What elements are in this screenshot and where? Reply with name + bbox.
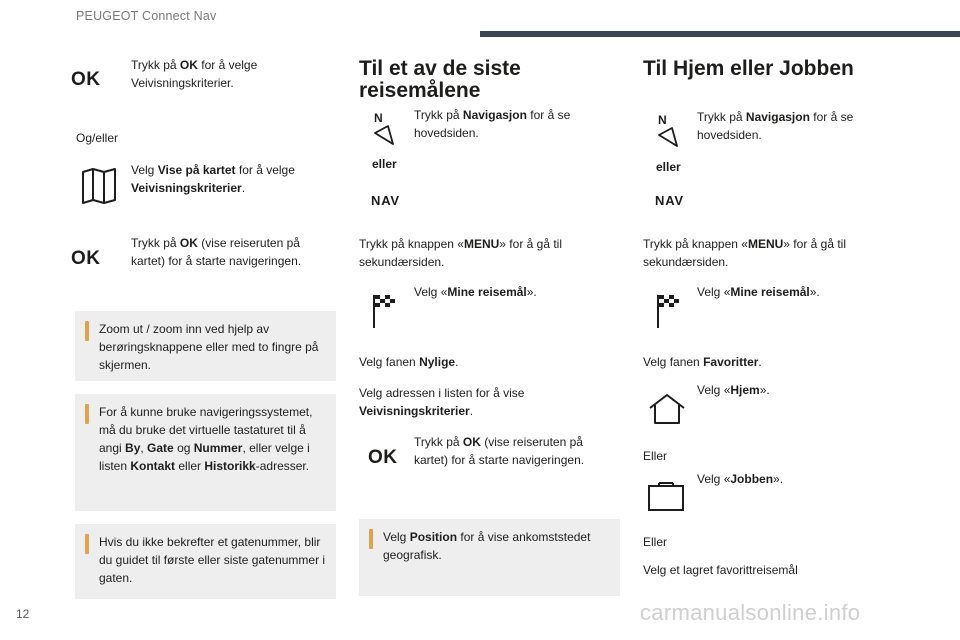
col2-tab-text: Velg fanen Nylige.	[359, 355, 459, 369]
checkered-flag-icon	[372, 293, 398, 329]
note-box-zoom	[75, 311, 336, 381]
col1-step3-text: Trykk på OK (vise reiseruten på kartet) for å starte navigeringen.	[131, 236, 302, 268]
watermark: carmanualsonline.info	[640, 600, 861, 625]
note-marker	[85, 534, 89, 554]
note-box-position	[359, 519, 620, 596]
eller-label: eller	[656, 160, 681, 174]
col3-select-text: Velg «Mine reisemål».	[697, 285, 820, 299]
col1-step2-text: Velg Vise på kartet for å velge Veivisningskriterier.	[131, 163, 295, 195]
note-marker	[85, 321, 89, 341]
note-text: Hvis du ikke bekrefter et gatenummer, blir du guidet til første eller siste gatenummer i gaten.	[99, 535, 326, 585]
navigation-letter: N	[658, 113, 667, 127]
eller-label: eller	[372, 157, 397, 171]
col1-step1-text: Trykk på OK for å velge Veivisningskriterier.	[131, 58, 258, 90]
header-title: PEUGEOT Connect Nav	[76, 9, 217, 23]
ok-icon: OK	[71, 248, 101, 269]
col2-select-text: Velg «Mine reisemål».	[414, 285, 537, 299]
section-title: Til Hjem eller Jobben	[643, 57, 854, 80]
col3-or2-label: Eller	[643, 535, 668, 549]
nav-icon: NAV	[371, 193, 400, 208]
col1-or-label: Og/eller	[76, 131, 119, 145]
col3-work-text: Velg «Jobben».	[697, 472, 784, 486]
col3-home-text: Velg «Hjem».	[697, 383, 770, 397]
map-icon	[82, 168, 116, 204]
note-box-street-number	[75, 524, 336, 599]
col2-step1-text: Trykk på Navigasjon for å se hovedsiden.	[414, 108, 571, 140]
ok-icon: OK	[71, 69, 101, 90]
navigation-letter: N	[374, 111, 383, 125]
col3-menu-text: Trykk på knappen «MENU» for å gå til sekundærsiden.	[643, 237, 846, 269]
col3-step1-text: Trykk på Navigasjon for å se hovedsiden.	[697, 110, 854, 142]
col3-tab-text: Velg fanen Favoritter.	[643, 355, 762, 369]
col2-address-text: Velg adressen i listen for å vise Veivisningskriterier.	[359, 386, 525, 418]
col3-or1-label: Eller	[643, 449, 668, 463]
nav-icon: NAV	[655, 193, 684, 208]
section-title: Til et av de siste reisemålene	[359, 57, 521, 102]
page-number: 12	[16, 607, 30, 621]
note-text: Zoom ut / zoom inn ved hjelp av berøringsknappene eller med to fingre på skjermen.	[99, 322, 319, 372]
col2-menu-text: Trykk på knappen «MENU» for å gå til sekundærsiden.	[359, 237, 562, 269]
note-text: Velg Position for å vise ankomststedet geografisk.	[383, 530, 591, 562]
note-box-keyboard	[75, 394, 336, 511]
note-text: For å kunne bruke navigeringssystemet, må du bruke det virtuelle tastaturet til å angi By, Gate og Nummer, eller velge i listen Kontakt eller Historikk-adresser.	[99, 405, 313, 473]
home-icon	[648, 393, 686, 425]
note-marker	[369, 529, 373, 549]
note-marker	[85, 404, 89, 424]
checkered-flag-icon	[656, 293, 682, 329]
briefcase-icon	[648, 481, 684, 511]
header-bar	[480, 31, 960, 37]
col3-favorite-text: Velg et lagret favorittreisemål	[643, 563, 798, 577]
ok-icon: OK	[368, 447, 398, 468]
col2-ok-text: Trykk på OK (vise reiseruten på kartet) for å starte navigeringen.	[414, 435, 585, 467]
